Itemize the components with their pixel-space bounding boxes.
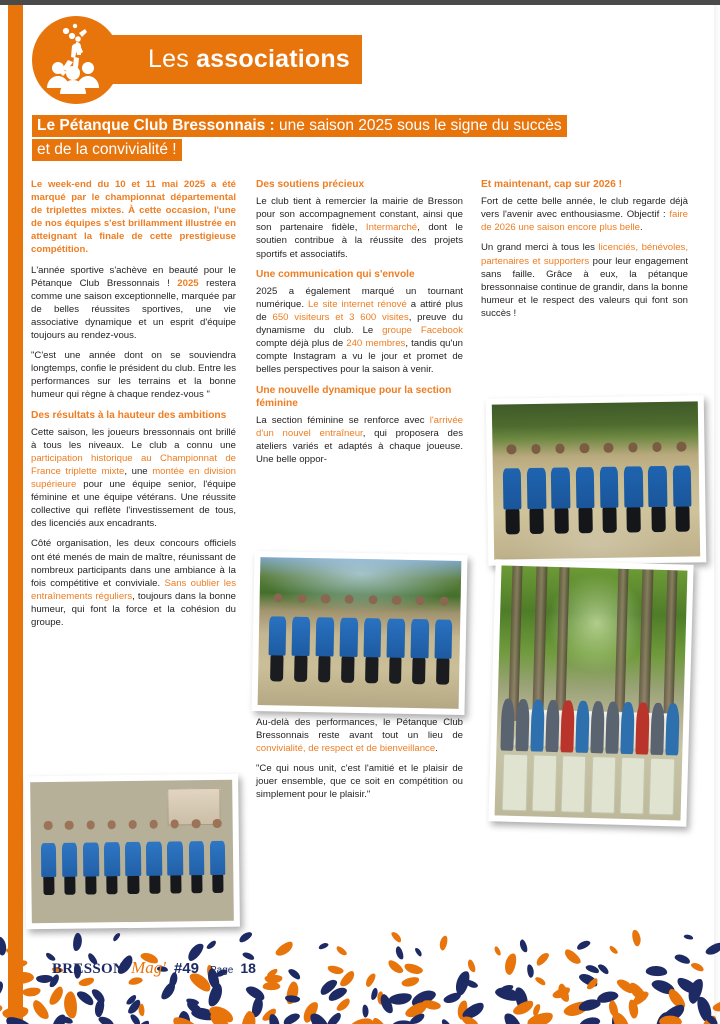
confetti-petal [346, 1015, 376, 1024]
subheading-soutiens: Des soutiens précieux [256, 179, 365, 190]
highlight-intermarche: Intermarché [365, 222, 418, 234]
confetti-petal [274, 940, 296, 959]
headline-line-1 [32, 115, 567, 137]
photo-women-team [251, 551, 467, 715]
photo-people-group [39, 819, 228, 903]
confetti-petal [440, 1018, 453, 1024]
highlight-entraineur: l'arrivée d'un nouvel entraîneur [256, 414, 463, 440]
confetti-petal [631, 929, 642, 947]
paragraph [256, 716, 463, 755]
petanque-players-group-icon [32, 16, 120, 104]
headline-rest: une saison 2025 sous le signe du succès [274, 117, 562, 134]
highlight-convivialite: convivialité, de respect et de bienveillance [256, 742, 436, 754]
subheading-communication: Une communication qui s'envole [256, 268, 415, 280]
highlight-visiteurs: 650 visiteurs et 3 600 visites [272, 312, 409, 324]
masthead-bar [88, 35, 362, 84]
paragraph-text: Un grand merci à tous les [481, 242, 599, 254]
subheading-section-feminine: Une nouvelle dynamique pour la section féminine [256, 384, 452, 409]
paragraph-text: . [639, 222, 643, 234]
paragraph-text: 2025 a également marqué un tournant numérique. [256, 285, 463, 310]
page-footer [0, 928, 720, 1024]
photo-banquet [488, 559, 693, 826]
confetti-petal [576, 939, 592, 952]
confetti-petal [265, 975, 283, 984]
confetti-petal [362, 1004, 369, 1017]
section-masthead [32, 16, 362, 104]
article-headline [32, 114, 692, 162]
paragraph [256, 285, 463, 377]
confetti-petal [704, 941, 720, 958]
left-orange-rule [8, 5, 23, 1024]
confetti-petal [318, 942, 329, 951]
photo-people-group [266, 593, 455, 685]
confetti-petal [534, 951, 550, 968]
confetti-petal [414, 947, 423, 958]
confetti-petal [268, 1013, 281, 1024]
highlight-membres: 240 membres [346, 338, 406, 350]
paragraph-text: restera comme une saison exceptionnelle, marquée par de belles réussites sportives, une vie associative dynamique et un esprit d'équipe toujours au rendez-vous. [31, 277, 236, 342]
highlight-entrainements: Sans oublier les entraînements réguliers [31, 577, 236, 602]
confetti-petal [111, 932, 121, 942]
confetti-petal [556, 983, 571, 1004]
confetti-petal [390, 930, 403, 943]
paragraph-text: La section féminine se renforce avec [256, 414, 430, 426]
paragraph-text: . [435, 742, 438, 754]
confetti-petal [0, 979, 7, 1003]
photo-people-group [501, 442, 694, 535]
confetti-petal [282, 1011, 302, 1024]
highlight-facebook: groupe Facebook [382, 325, 463, 337]
paragraph-text: pour leur engagement sans faille. Grâce à eux, la pétanque bressonnaise continue de grandir, dans la bonne humeur et le respect des valeurs qui font son succès ! [481, 255, 689, 319]
paragraph-text: compte déjà plus de [256, 338, 347, 350]
confetti-petal [503, 952, 518, 976]
brand-bresson: BRESSON [52, 961, 125, 977]
paragraph [256, 195, 463, 260]
confetti-petal [511, 998, 535, 1018]
text-column-1 [31, 178, 236, 636]
paragraph-text: a attiré plus de [256, 298, 463, 324]
headline-line-2: et de la convivialité ! [32, 139, 182, 161]
confetti-petal [138, 1003, 145, 1016]
confetti-petal [77, 977, 94, 988]
photo-men-jackets-image [492, 401, 700, 559]
paragraph-text: Côté organisation, les deux concours officiels ont été menés de main de maître, réunissant de nombreux participants dans une ambiance à la fois compétitive et conviviale. [31, 538, 236, 589]
confetti-petal [689, 961, 704, 973]
lead-paragraph: Le week-end du 10 et 11 mai 2025 a été marqué par le championnat départemental de triplettes mixtes. À cette occasion, l'une de nos équipes s'est brillamment illustrée en atteignant la finale de cette prestigieuse compétition. [31, 179, 236, 256]
paragraph-text: , tandis qu'un compte Instagram a vu le jour et promet de belles perspectives pour la saison à venir. [256, 338, 463, 376]
confetti-petal [370, 1016, 389, 1024]
highlight-montee: montée en division supérieure [31, 465, 236, 491]
confetti-petal [0, 935, 7, 955]
page-number: 18 [240, 960, 256, 976]
photo-men-jackets [486, 395, 707, 565]
photo-banquet-image [495, 565, 688, 820]
confetti-petal [327, 964, 345, 975]
confetti-petal [519, 939, 529, 954]
photo-chairs [502, 753, 675, 813]
masthead-title-bold: associations [196, 45, 350, 73]
paragraph [481, 195, 688, 234]
highlight-licencies: licenciés, bénévoles, partenaires et supporters [481, 242, 688, 267]
paragraph-text: L'année sportive s'achève en beauté pour le Pétanque Club Bressonnais ! [31, 264, 236, 289]
paragraph-text: Au-delà des performances, le Pétanque Club Bressonnais reste avant tout un lieu de [256, 716, 463, 741]
confetti-petal [22, 986, 41, 997]
confetti-petal [5, 946, 20, 957]
masthead-title [148, 45, 350, 74]
paragraph-text: Fort de cette belle année, le club regarde déjà vers l'avenir avec enthousiasme. Objectif : [481, 196, 688, 221]
quote-paragraph: "C'est une année dont on se souviendra longtemps, confie le président du club. Entre les performances sur les terrains et la bonne humeur qui règne à chaque rendez-vous " [31, 350, 236, 401]
paragraph-text: , dont le soutien contribue à la réussite des projets sportifs et associatifs. [256, 222, 464, 260]
confetti-petal [400, 976, 420, 989]
confetti-petal [674, 953, 692, 966]
confetti-petal [659, 1015, 682, 1024]
confetti-petal [578, 1015, 602, 1024]
highlight-championnat: participation historique au Championnat de France triplette mixte [31, 452, 236, 477]
confetti-petal [438, 935, 448, 951]
paragraph-text: Cette saison, les joueurs bressonnais ont brillé à tous les niveaux. Le club a connu une [31, 426, 236, 451]
confetti-petal [386, 958, 405, 976]
confetti-petal [8, 970, 34, 985]
quote-paragraph: "Ce qui nous unit, c'est l'amitié et le plaisir de jouer ensemble, que ce soit en compétition ou simplement pour le plaisir." [256, 762, 463, 801]
confetti-petal [287, 967, 302, 981]
confetti-petal [97, 1015, 116, 1024]
highlight-2026: faire de 2026 une saison encore plus belle [481, 209, 688, 234]
issue-number: #49 [173, 960, 199, 977]
photo-men-polos [24, 774, 240, 930]
confetti-petal [577, 997, 601, 1013]
confetti-petal [534, 975, 547, 986]
headline-bold: Le Pétanque Club Bressonnais : [37, 117, 275, 134]
magazine-brand [52, 958, 256, 978]
paragraph-text: , une [124, 465, 153, 477]
confetti-petal [526, 1010, 555, 1024]
paragraph [256, 414, 463, 466]
text-column-3 [481, 178, 688, 327]
paragraph [31, 426, 236, 531]
paragraph-text: Le club tient à remercier la mairie de Bresson pour son accompagnement constant, ainsi que son partenaire fidèle, [256, 196, 463, 234]
paragraph-text: , toujours dans la bonne humeur, qui font la force et la cohésion du groupe. [31, 590, 236, 629]
brand-mag: Mag' [131, 958, 166, 977]
paragraph [31, 537, 236, 629]
photo-men-polos-image [30, 780, 234, 923]
top-dark-strip [0, 0, 720, 5]
confetti-petal [12, 958, 27, 969]
paragraph [481, 241, 688, 320]
confetti-petal [711, 998, 720, 1014]
confetti-petal [206, 939, 218, 950]
photo-crowd [500, 676, 681, 756]
confetti-petal [645, 966, 667, 977]
highlight-2025: 2025 [177, 277, 199, 289]
confetti-petal [93, 998, 105, 1018]
confetti-petal [403, 962, 424, 976]
confetti-petal [72, 932, 83, 951]
confetti-petal [325, 1011, 343, 1024]
paragraph-text: pour une équipe senior, l'équipe féminine et une équipe vétérans. Une réussite collective qui reflète l'investissement de tous, des licenciés aux encadrants. [31, 479, 236, 530]
confetti-petal [684, 934, 694, 941]
photo-women-team-image [258, 557, 462, 709]
confetti-petal [335, 945, 348, 957]
subheading-cap-2026: Et maintenant, cap sur 2026 ! [481, 179, 622, 190]
masthead-title-light: Les [148, 45, 197, 73]
paragraph-text: , qui proposera des ateliers variés et adaptés à chaque joueuse. Une belle oppor- [256, 428, 463, 466]
subheading-resultats: Des résultats à la hauteur des ambitions [31, 409, 227, 421]
page-label: Page [209, 965, 234, 976]
confetti-petal [526, 964, 534, 978]
confetti-petal [493, 945, 502, 956]
confetti-petal [608, 944, 619, 954]
paragraph [31, 264, 236, 343]
confetti-petal [363, 972, 376, 988]
confetti-petal [237, 930, 253, 944]
highlight-site-internet: Le site internet rénové [307, 298, 407, 310]
paragraph-text: , preuve du dynamisme du club. Le [256, 312, 463, 337]
right-page-shadow [714, 5, 720, 1024]
confetti-petal [394, 945, 404, 960]
